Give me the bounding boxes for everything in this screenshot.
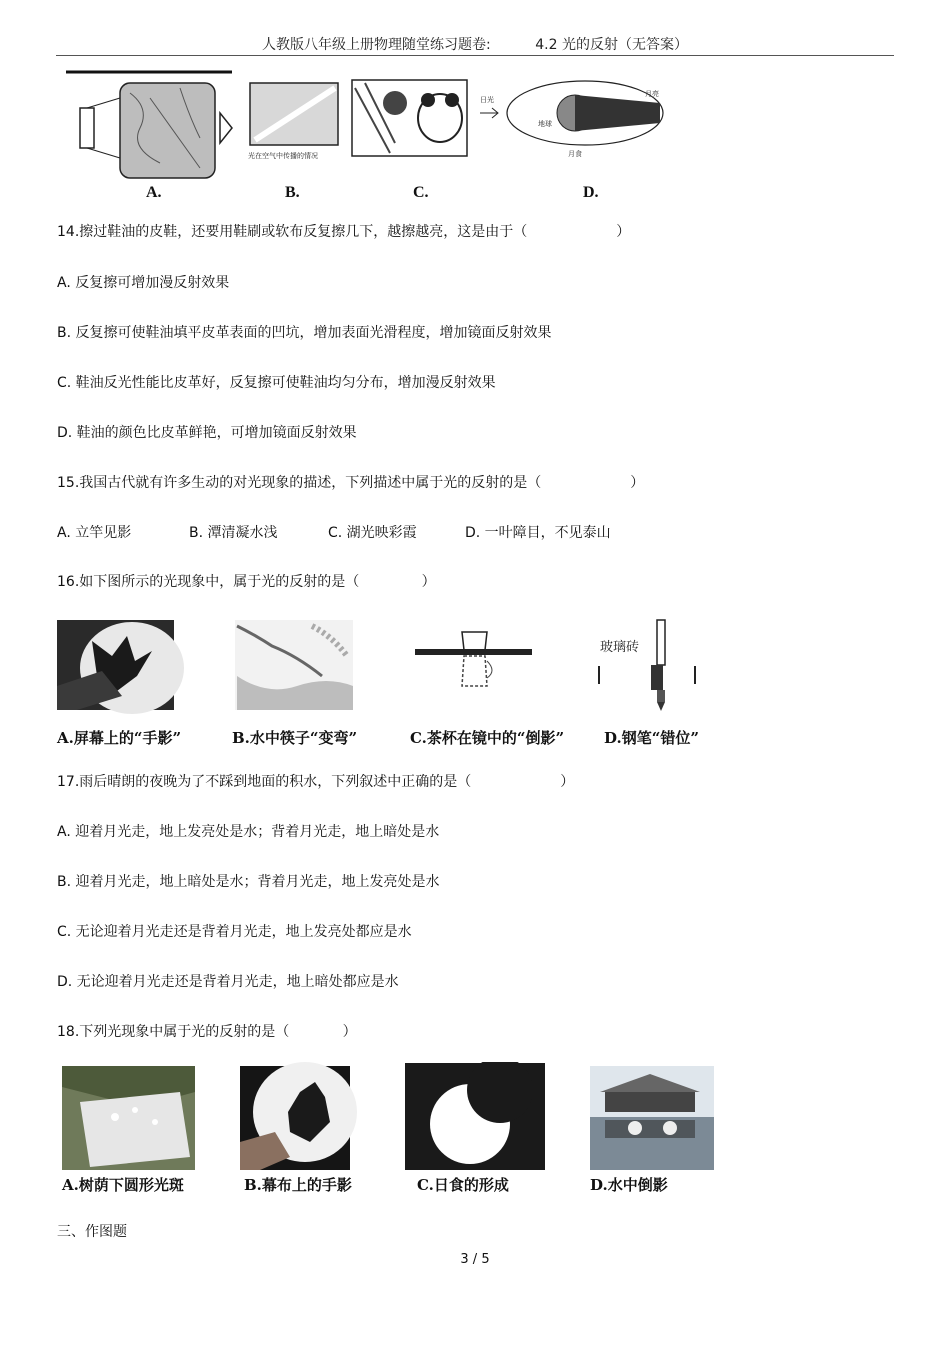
q16-stem: 16.如下图所示的光现象中，属于光的反射的是（ ） (57, 574, 436, 590)
q13-label-b: B. (285, 184, 300, 201)
q18-caption-a: A.树荫下圆形光斑 (62, 1176, 184, 1194)
q14-option-d: D. 鞋油的颜色比皮革鲜艳，可增加镜面反射效果 (57, 425, 357, 441)
q13-b-caption: 光在空气中传播的情况 (248, 152, 318, 160)
q15-option-a: A. 立竿见影 (57, 525, 132, 541)
q13-label-c: C. (413, 184, 429, 201)
header-rule (56, 55, 894, 56)
q18-stem: 18.下列光现象中属于光的反射的是（ ） (57, 1024, 357, 1040)
q14-stem: 14.擦过鞋油的皮鞋，还要用鞋刷或软布反复擦几下，越擦越亮，这是由于（ ） (57, 224, 631, 240)
q17-option-d: D. 无论迎着月光走还是背着月光走，地上暗处都应是水 (57, 974, 399, 990)
q13-label-a: A. (146, 184, 162, 201)
page-header (0, 34, 950, 54)
q15-stem: 15.我国古代就有许多生动的对光现象的描述，下列描述中属于光的反射的是（ ） (57, 475, 645, 491)
q13-label-d: D. (583, 184, 599, 201)
q18-caption-b: B.幕布上的手影 (244, 1176, 352, 1194)
q16-figures (57, 616, 722, 716)
q16-figures-svg (57, 616, 722, 716)
q18-figures-svg (60, 1062, 720, 1172)
q15-option-c: C. 湖光映彩霞 (328, 525, 417, 541)
q17-stem: 17.雨后晴朗的夜晚为了不踩到地面的积水，下列叙述中正确的是（ ） (57, 774, 575, 790)
q13-d-earth: 地球 (538, 120, 552, 128)
q16-caption-b: B.水中筷子“变弯” (232, 729, 358, 747)
q15-option-b: B. 潭清凝水浅 (189, 525, 278, 541)
q18-figures (60, 1062, 720, 1172)
header-section: 4.2 光的反射（无答案） (535, 37, 688, 53)
q17-option-b: B. 迎着月光走，地上暗处是水；背着月光走，地上发亮处是水 (57, 874, 440, 890)
q14-option-a: A. 反复擦可增加漫反射效果 (57, 275, 230, 291)
q17-option-a: A. 迎着月光走，地上发亮处是水；背着月光走，地上暗处是水 (57, 824, 440, 840)
q13-d-moon: 月亮 (645, 90, 659, 98)
q18-caption-d: D.水中倒影 (590, 1176, 668, 1194)
page-number: 3 / 5 (460, 1252, 490, 1267)
q13-d-eclipse: 月食 (568, 150, 582, 158)
q16-caption-c: C.茶杯在镜中的“倒影” (410, 729, 565, 747)
q16-caption-a: A.屏幕上的“手影” (57, 729, 182, 747)
q14-option-c: C. 鞋油反光性能比皮革好，反复擦可使鞋油均匀分布，增加漫反射效果 (57, 375, 496, 391)
q18-caption-c: C.日食的形成 (417, 1176, 509, 1194)
header-title: 人教版八年级上册物理随堂练习题卷: (262, 37, 491, 53)
section-heading: 三、作图题 (57, 1224, 127, 1240)
q16-glass-label: 玻璃砖 (600, 640, 640, 655)
q15-option-d: D. 一叶障目，不见泰山 (465, 525, 611, 541)
q14-option-b: B. 反复擦可使鞋油填平皮革表面的凹坑，增加表面光滑程度，增加镜面反射效果 (57, 325, 552, 341)
q17-option-c: C. 无论迎着月光走还是背着月光走，地上发亮处都应是水 (57, 924, 412, 940)
q16-caption-d: D.钢笔“错位” (604, 729, 699, 747)
q13-d-sun: 日光 (480, 96, 494, 104)
